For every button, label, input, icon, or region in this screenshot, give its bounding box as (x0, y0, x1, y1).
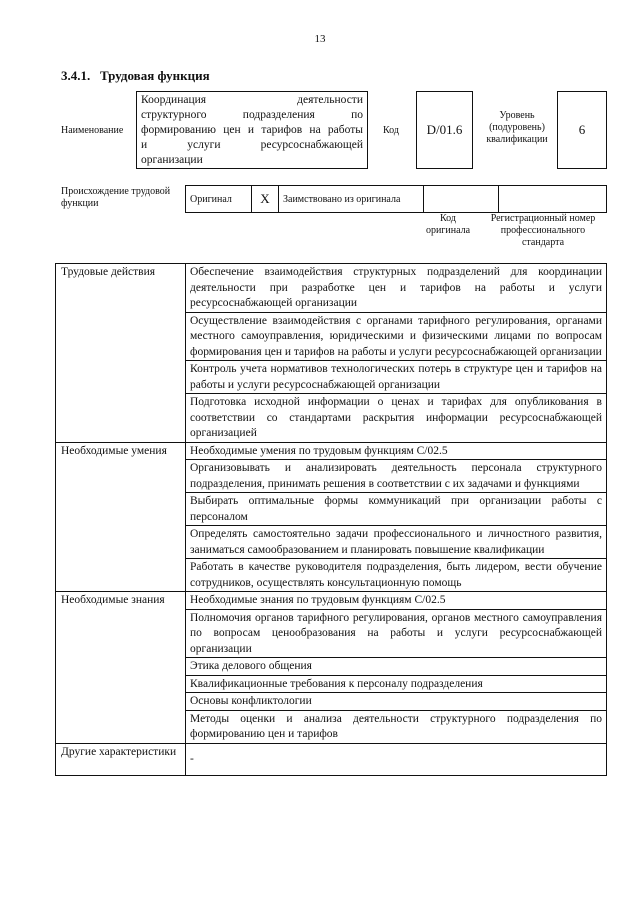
level-value: 6 (557, 91, 607, 169)
reg-number-caption (480, 213, 606, 249)
table-cell: Обеспечение взаимодействия структурных подразделений для координации деятельности при разработке цен и тарифов на работы и услуги ресурсоснабжающей организации (186, 264, 607, 313)
table-row (56, 264, 607, 313)
category-cell: Необходимые умения (56, 442, 186, 592)
section-title: Трудовая функция (100, 68, 210, 83)
origin-table (185, 185, 607, 213)
origin-label-line: Происхождение трудовой (61, 186, 171, 197)
borrowed-label: Заимствовано из оригинала (279, 186, 424, 213)
reg-number-cell (499, 186, 607, 213)
table-cell: Определять самостоятельно задачи профессионального и личностного развития, заниматься самообразованием и планировать повышение квалификации (186, 526, 607, 559)
function-name-line: и услуги ресурсоснабжающей (141, 139, 363, 151)
table-cell: Осуществление взаимодействия с органами тарифного регулирования, органами местного самоуправления, юридическими и физическими лицами по вопросам формирования цен и тарифов на работы и услуги ресурсоснабжающей организации (186, 312, 607, 361)
function-name-box (136, 91, 368, 169)
code-original-cell (424, 186, 499, 213)
code-label: Код (383, 125, 399, 136)
table-cell: Методы оценки и анализа деятельности структурного подразделения по формированию цен и тарифов (186, 710, 607, 743)
code-value: D/01.6 (416, 91, 473, 169)
caption-line: Код (440, 213, 456, 224)
level-label-line: Уровень (499, 110, 535, 121)
table-row (56, 442, 607, 460)
category-cell: Другие характеристики (56, 743, 186, 775)
table-cell: Подготовка исходной информации о ценах и тарифах для опубликования в соответствии со стандартами раскрытия информации ресурсоснабжающей организацией (186, 394, 607, 443)
original-mark: X (252, 186, 279, 213)
section-number: 3.4.1. (61, 68, 91, 83)
function-name-line: организации (141, 154, 203, 166)
function-details-table (55, 263, 607, 776)
level-label-line: квалификации (486, 134, 548, 145)
table-cell: Организовывать и анализировать деятельность персонала структурного подразделения, принимать решения в соответствии с их задачами и функциями (186, 460, 607, 493)
level-label-line: (подуровень) (489, 122, 545, 133)
table-cell: Этика делового общения (186, 658, 607, 676)
level-label (480, 110, 554, 146)
table-cell: - (186, 743, 607, 775)
category-cell: Необходимые знания (56, 592, 186, 744)
function-name-line: формированию цен и тарифов на работы (141, 124, 363, 136)
table-row (56, 592, 607, 610)
table-row (56, 743, 607, 775)
original-label: Оригинал (186, 186, 252, 213)
origin-label (61, 186, 170, 210)
table-cell: Полномочия органов тарифного регулирования, органов местного самоуправления по вопросам ценообразования на работы и услуги ресурсоснабжающей организации (186, 609, 607, 658)
table-cell: Контроль учета нормативов технологических потерь в структуре цен и тарифов на работы и услуги ресурсоснабжающей организации (186, 361, 607, 394)
table-cell: Выбирать оптимальные формы коммуникаций при организации работы с персоналом (186, 493, 607, 526)
caption-line: профессионального (500, 225, 586, 236)
table-cell: Необходимые знания по трудовым функциям С/02.5 (186, 592, 607, 610)
table-cell: Квалификационные требования к персоналу подразделения (186, 675, 607, 693)
function-name-line: Координация деятельности (141, 94, 363, 106)
caption-line: Регистрационный номер (490, 213, 596, 224)
category-cell: Трудовые действия (56, 264, 186, 443)
table-cell: Основы конфликтологии (186, 693, 607, 711)
page-number: 13 (314, 33, 326, 45)
name-label: Наименование (61, 125, 124, 136)
caption-line: оригинала (425, 225, 471, 236)
caption-line: стандарта (521, 237, 565, 248)
function-name-line: структурного подразделения по (141, 109, 363, 121)
code-original-caption (418, 213, 478, 237)
table-cell: Необходимые умения по трудовым функциям С/02.5 (186, 442, 607, 460)
section-heading (61, 68, 210, 84)
origin-label-line: функции (61, 198, 99, 209)
table-cell: Работать в качестве руководителя подразделения, быть лидером, вести обучение сотрудников, осуществлять консультационную помощь (186, 559, 607, 592)
